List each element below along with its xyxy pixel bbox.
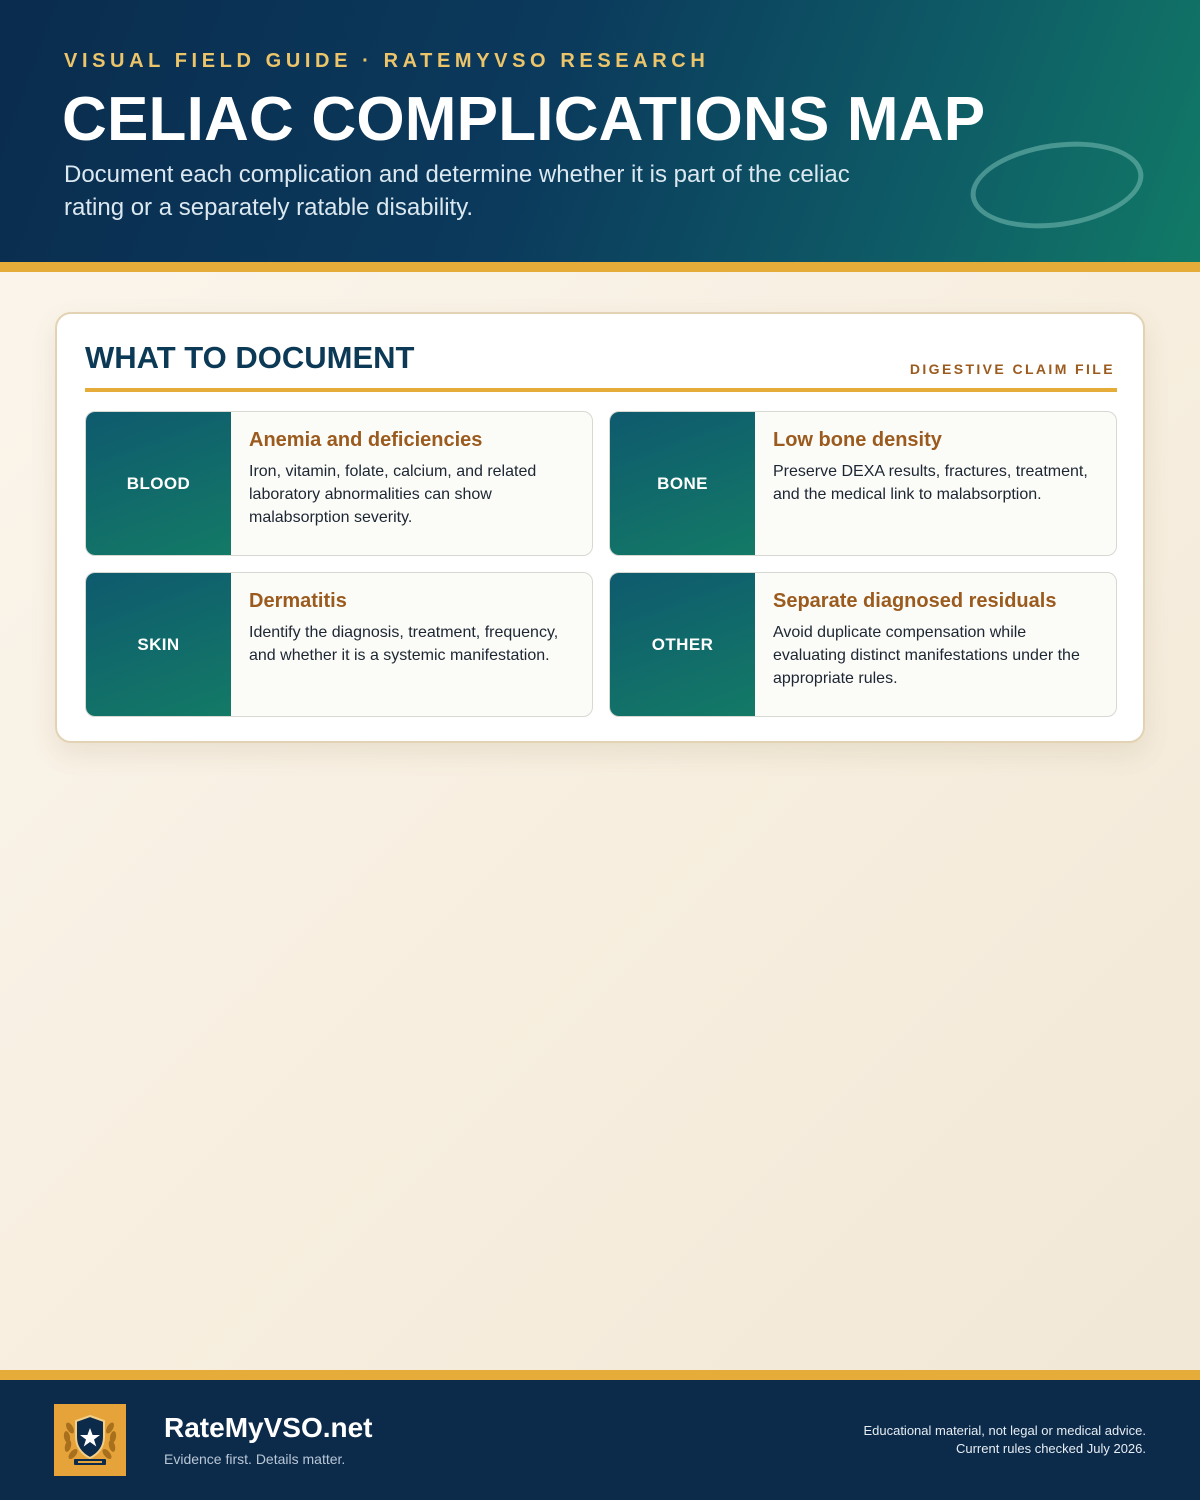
- item-badge: OTHER: [610, 573, 755, 716]
- item-badge: BONE: [610, 412, 755, 555]
- item-description: Identify the diagnosis, treatment, frequency, and whether it is a systemic manifestation.: [249, 624, 559, 664]
- item-heading: Anemia and deficiencies: [249, 429, 483, 451]
- item-heading: Dermatitis: [249, 590, 347, 612]
- footer-accent-bar: [0, 1370, 1200, 1380]
- shield-star-laurel-icon: [54, 1404, 126, 1476]
- card-divider: [85, 388, 1117, 392]
- page-footer: [0, 1380, 1200, 1500]
- disclaimer-line: Current rules checked July 2026.: [955, 1441, 1146, 1456]
- decorative-ring-icon: [965, 131, 1149, 238]
- item-skin: [85, 572, 593, 717]
- page-title: CELIAC COMPLICATIONS MAP: [62, 85, 986, 154]
- brand-name: RateMyVSO.net: [164, 1412, 373, 1443]
- header-kicker: VISUAL FIELD GUIDE · RATEMYVSO RESEARCH: [64, 50, 710, 72]
- page-header: [0, 0, 1200, 262]
- item-badge: BLOOD: [86, 412, 231, 555]
- header-accent-bar: [0, 262, 1200, 272]
- item-description: Preserve DEXA results, fractures, treatment, and the medical link to malabsorption.: [773, 463, 1088, 503]
- item-description: Avoid duplicate compensation while evaluating distinct manifestations under the appropriate rules.: [773, 624, 1080, 687]
- brand-tagline: Evidence first. Details matter.: [164, 1451, 346, 1467]
- item-blood: [85, 411, 593, 556]
- item-badge: SKIN: [86, 573, 231, 716]
- item-bone: [609, 411, 1117, 556]
- disclaimer-line: Educational material, not legal or medical advice.: [863, 1423, 1146, 1438]
- disclaimer: [863, 1422, 1146, 1458]
- card-title: WHAT TO DOCUMENT: [85, 340, 415, 375]
- item-heading: Separate diagnosed residuals: [773, 590, 1057, 612]
- item-description: Iron, vitamin, folate, calcium, and related laboratory abnormalities can show malabsorption severity.: [249, 463, 537, 526]
- item-heading: Low bone density: [773, 429, 942, 451]
- card-tag: DIGESTIVE CLAIM FILE: [909, 361, 1115, 377]
- document-card: [55, 312, 1145, 743]
- page-subtitle: Document each complication and determine whether it is part of the celiac rating or a separately ratable disability.: [64, 161, 850, 221]
- item-other: [609, 572, 1117, 717]
